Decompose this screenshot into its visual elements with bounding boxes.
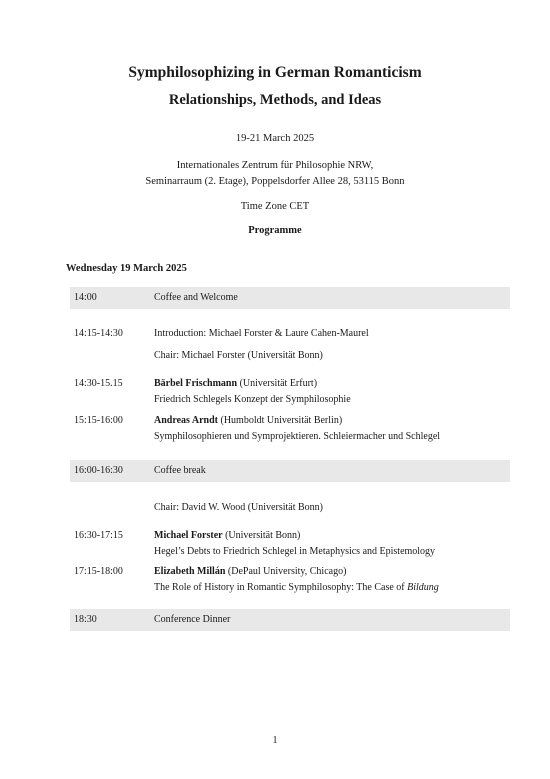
speaker-affiliation: (Universität Erfurt)	[237, 378, 318, 389]
speaker-affiliation: (Universität Bonn)	[222, 530, 301, 541]
timezone-note: Time Zone CET	[240, 201, 310, 212]
schedule-time: 17:15-18:00	[74, 566, 123, 577]
schedule-band-dinner	[70, 609, 510, 631]
schedule-time: 15:15-16:00	[74, 415, 123, 426]
schedule-time: 14:30-15.15	[74, 378, 123, 389]
talk-title: Hegel’s Debts to Friedrich Schlegel in Metaphysics and Epistemology	[154, 546, 436, 557]
page-number: 1	[272, 735, 278, 746]
talk-title	[154, 582, 439, 593]
speaker-line	[154, 566, 346, 577]
session-chair: Chair: Michael Forster (Universität Bonn)	[154, 350, 323, 361]
speaker-name: Bärbel Frischmann	[154, 378, 238, 389]
talk-title-text: The Role of History in Romantic Symphilosophy: The Case of	[154, 582, 408, 593]
venue-line-2: Seminarraum (2. Etage), Poppelsdorfer Allee 28, 53115 Bonn	[145, 176, 405, 187]
day-heading: Wednesday 19 March 2025	[66, 263, 187, 274]
speaker-line	[154, 415, 342, 426]
speaker-affiliation: (DePaul University, Chicago)	[225, 566, 347, 577]
schedule-time: 16:30-17:15	[74, 530, 123, 541]
programme-heading: Programme	[248, 225, 302, 236]
document-subtitle: Relationships, Methods, and Ideas	[168, 92, 382, 108]
speaker-name: Andreas Arndt	[154, 415, 218, 426]
schedule-time: 14:00	[74, 292, 97, 303]
speaker-name: Michael Forster	[154, 530, 223, 541]
schedule-band-welcome	[70, 287, 510, 309]
schedule-item: Introduction: Michael Forster & Laure Cahen-Maurel	[154, 328, 369, 339]
speaker-affiliation: (Humboldt Universität Berlin)	[218, 415, 343, 426]
talk-title: Friedrich Schlegels Konzept der Symphilosophie	[154, 394, 351, 405]
venue-line-1: Internationales Zentrum für Philosophie NRW,	[176, 160, 374, 171]
schedule-time: 18:30	[74, 614, 97, 625]
schedule-time: 16:00-16:30	[74, 465, 123, 476]
schedule-time: 14:15-14:30	[74, 328, 123, 339]
schedule-band-coffee-break	[70, 460, 510, 482]
talk-title: Symphilosophieren und Symprojektieren. Schleiermacher und Schlegel	[154, 431, 441, 442]
schedule-item: Coffee break	[154, 465, 206, 476]
schedule-item: Conference Dinner	[154, 614, 231, 625]
talk-title-italic: Bildung	[407, 582, 439, 593]
session-chair: Chair: David W. Wood (Universität Bonn)	[154, 502, 323, 513]
speaker-line	[154, 530, 300, 541]
schedule-item: Coffee and Welcome	[154, 292, 238, 303]
speaker-line	[154, 378, 317, 389]
document-title: Symphilosophizing in German Romanticism	[128, 64, 422, 81]
speaker-name: Elizabeth Millán	[154, 566, 226, 577]
event-dates: 19-21 March 2025	[235, 133, 315, 144]
